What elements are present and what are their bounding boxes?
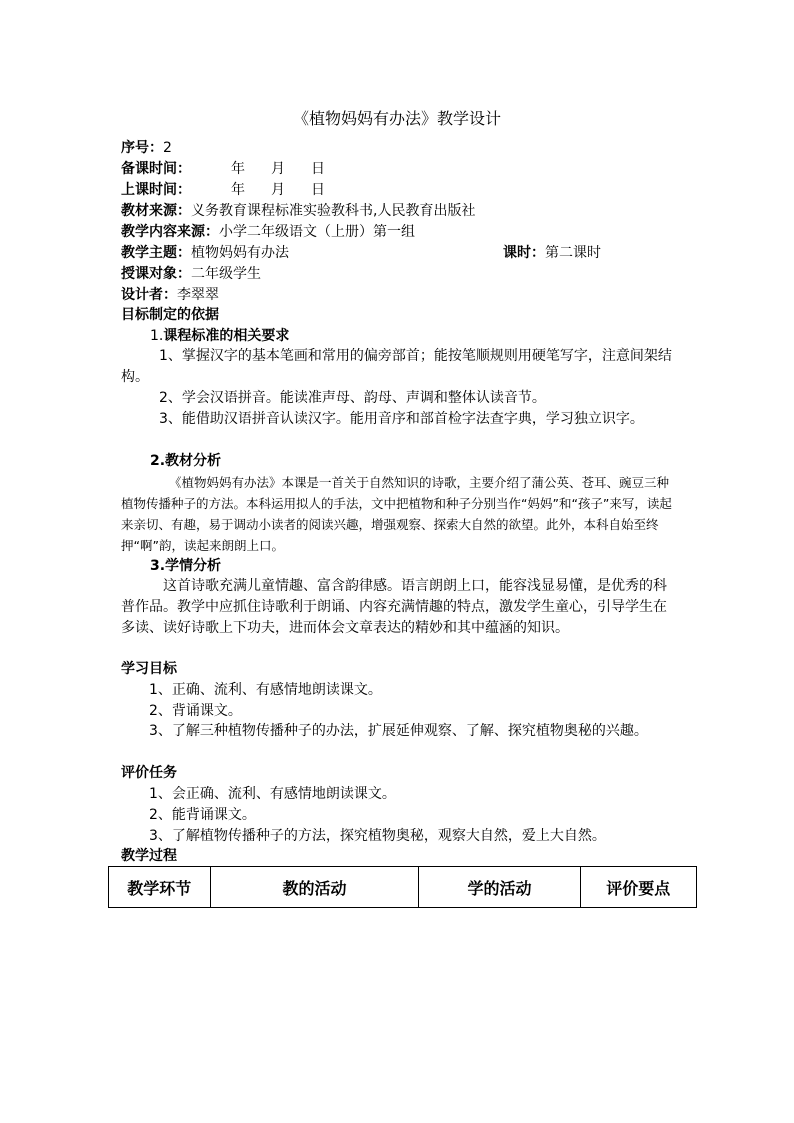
seq-value: 2 <box>163 140 172 156</box>
source-value: 义务教育课程标准实验教科书,人民教育出版社 <box>191 203 476 219</box>
topic-label: 教学主题： <box>121 245 191 261</box>
standards-item-2: 2、学会汉语拼音。能读准声母、韵母、声调和整体认读音节。 <box>159 390 546 406</box>
process-col-stage: 教学环节 <box>109 867 211 908</box>
prep-time-label: 备课时间： <box>121 161 191 177</box>
process-header-row <box>109 867 697 908</box>
material-heading: 2.教材分析 <box>150 453 222 469</box>
assessment-item-3: 3、了解植物传播种子的方法，探究植物奥秘，观察大自然，爱上大自然。 <box>149 828 606 844</box>
standards-heading <box>150 326 289 346</box>
source-line <box>121 201 475 221</box>
seq-label: 序号： <box>121 140 163 156</box>
goals-heading: 学习目标 <box>121 661 177 677</box>
process-col-teaching: 教的活动 <box>210 867 419 908</box>
period-line <box>503 243 601 263</box>
audience-line <box>121 264 261 284</box>
audience-value: 二年级学生 <box>191 266 261 282</box>
goals-item-2: 2、背诵课文。 <box>149 703 242 719</box>
designer-line <box>121 285 219 305</box>
audience-label: 授课对象： <box>121 266 191 282</box>
standards-num: 1. <box>150 328 164 344</box>
content-source-label: 教学内容来源： <box>121 224 219 240</box>
prep-time-line <box>121 159 325 179</box>
process-heading: 教学过程 <box>121 848 177 864</box>
designer-value: 李翠翠 <box>177 287 219 303</box>
material-text: 《植物妈妈有办法》本课是一首关于自然知识的诗歌，主要介绍了蒲公英、苍耳、豌豆三种植物传播种子的方法。本科运用拟人的手法，文中把植物和种子分别当作“妈妈”和“孩子”来写，读起来亲切、有趣，易于调动小读者的阅读兴趣，增强观察、探索大自然的欲望。此外，本科自始至终押“啊”韵，读起来朗朗上口。 <box>121 475 672 553</box>
standards-item-1: 1、掌握汉字的基本笔画和常用的偏旁部首；能按笔顺规则用硬笔写字，注意间架结构。 <box>121 348 672 385</box>
period-value: 第二课时 <box>545 245 601 261</box>
process-col-evaluation: 评价要点 <box>580 867 696 908</box>
class-time-label: 上课时间： <box>121 182 191 198</box>
class-month: 月 <box>271 182 285 198</box>
class-time-line <box>121 180 325 200</box>
learner-heading: 3.学情分析 <box>150 558 222 574</box>
standards-item-3: 3、能借助汉语拼音认读汉字。能用音序和部首检字法查字典，学习独立识字。 <box>159 411 644 427</box>
document-title: 《植物妈妈有办法》教学设计 <box>292 109 501 128</box>
prep-month: 月 <box>271 161 285 177</box>
class-year: 年 <box>231 182 245 198</box>
process-table <box>108 866 697 908</box>
assessment-item-1: 1、会正确、流利、有感情地朗读课文。 <box>149 786 396 802</box>
learner-text: 这首诗歌充满儿童情趣、富含韵律感。语言朗朗上口，能容浅显易懂，是优秀的科普作品。教学中应抓住诗歌利于朗诵、内容充满情趣的特点，激发学生童心，引导学生在多读、读好诗歌上下功夫，进而体会文章表达的精妙和其中蕴涵的知识。 <box>121 578 667 636</box>
basis-heading: 目标制定的依据 <box>121 307 219 323</box>
content-source-value: 小学二年级语文（上册）第一组 <box>219 224 415 240</box>
goals-item-3: 3、了解三种植物传播种子的办法，扩展延伸观察、了解、探究植物奥秘的兴趣。 <box>149 723 648 739</box>
prep-year: 年 <box>231 161 245 177</box>
topic-value: 植物妈妈有办法 <box>191 245 289 261</box>
standards-title: 课程标准的相关要求 <box>163 328 290 344</box>
process-col-learning: 学的活动 <box>419 867 580 908</box>
assessment-item-2: 2、能背诵课文。 <box>149 807 256 823</box>
class-day: 日 <box>311 182 325 198</box>
assessment-heading: 评价任务 <box>121 765 177 781</box>
goals-item-1: 1、正确、流利、有感情地朗读课文。 <box>149 682 382 698</box>
designer-label: 设计者： <box>121 287 177 303</box>
prep-day: 日 <box>311 161 325 177</box>
topic-line <box>121 243 289 263</box>
seq-line <box>121 138 172 158</box>
content-source-line <box>121 222 415 242</box>
period-label: 课时： <box>503 245 545 261</box>
source-label: 教材来源： <box>121 203 191 219</box>
